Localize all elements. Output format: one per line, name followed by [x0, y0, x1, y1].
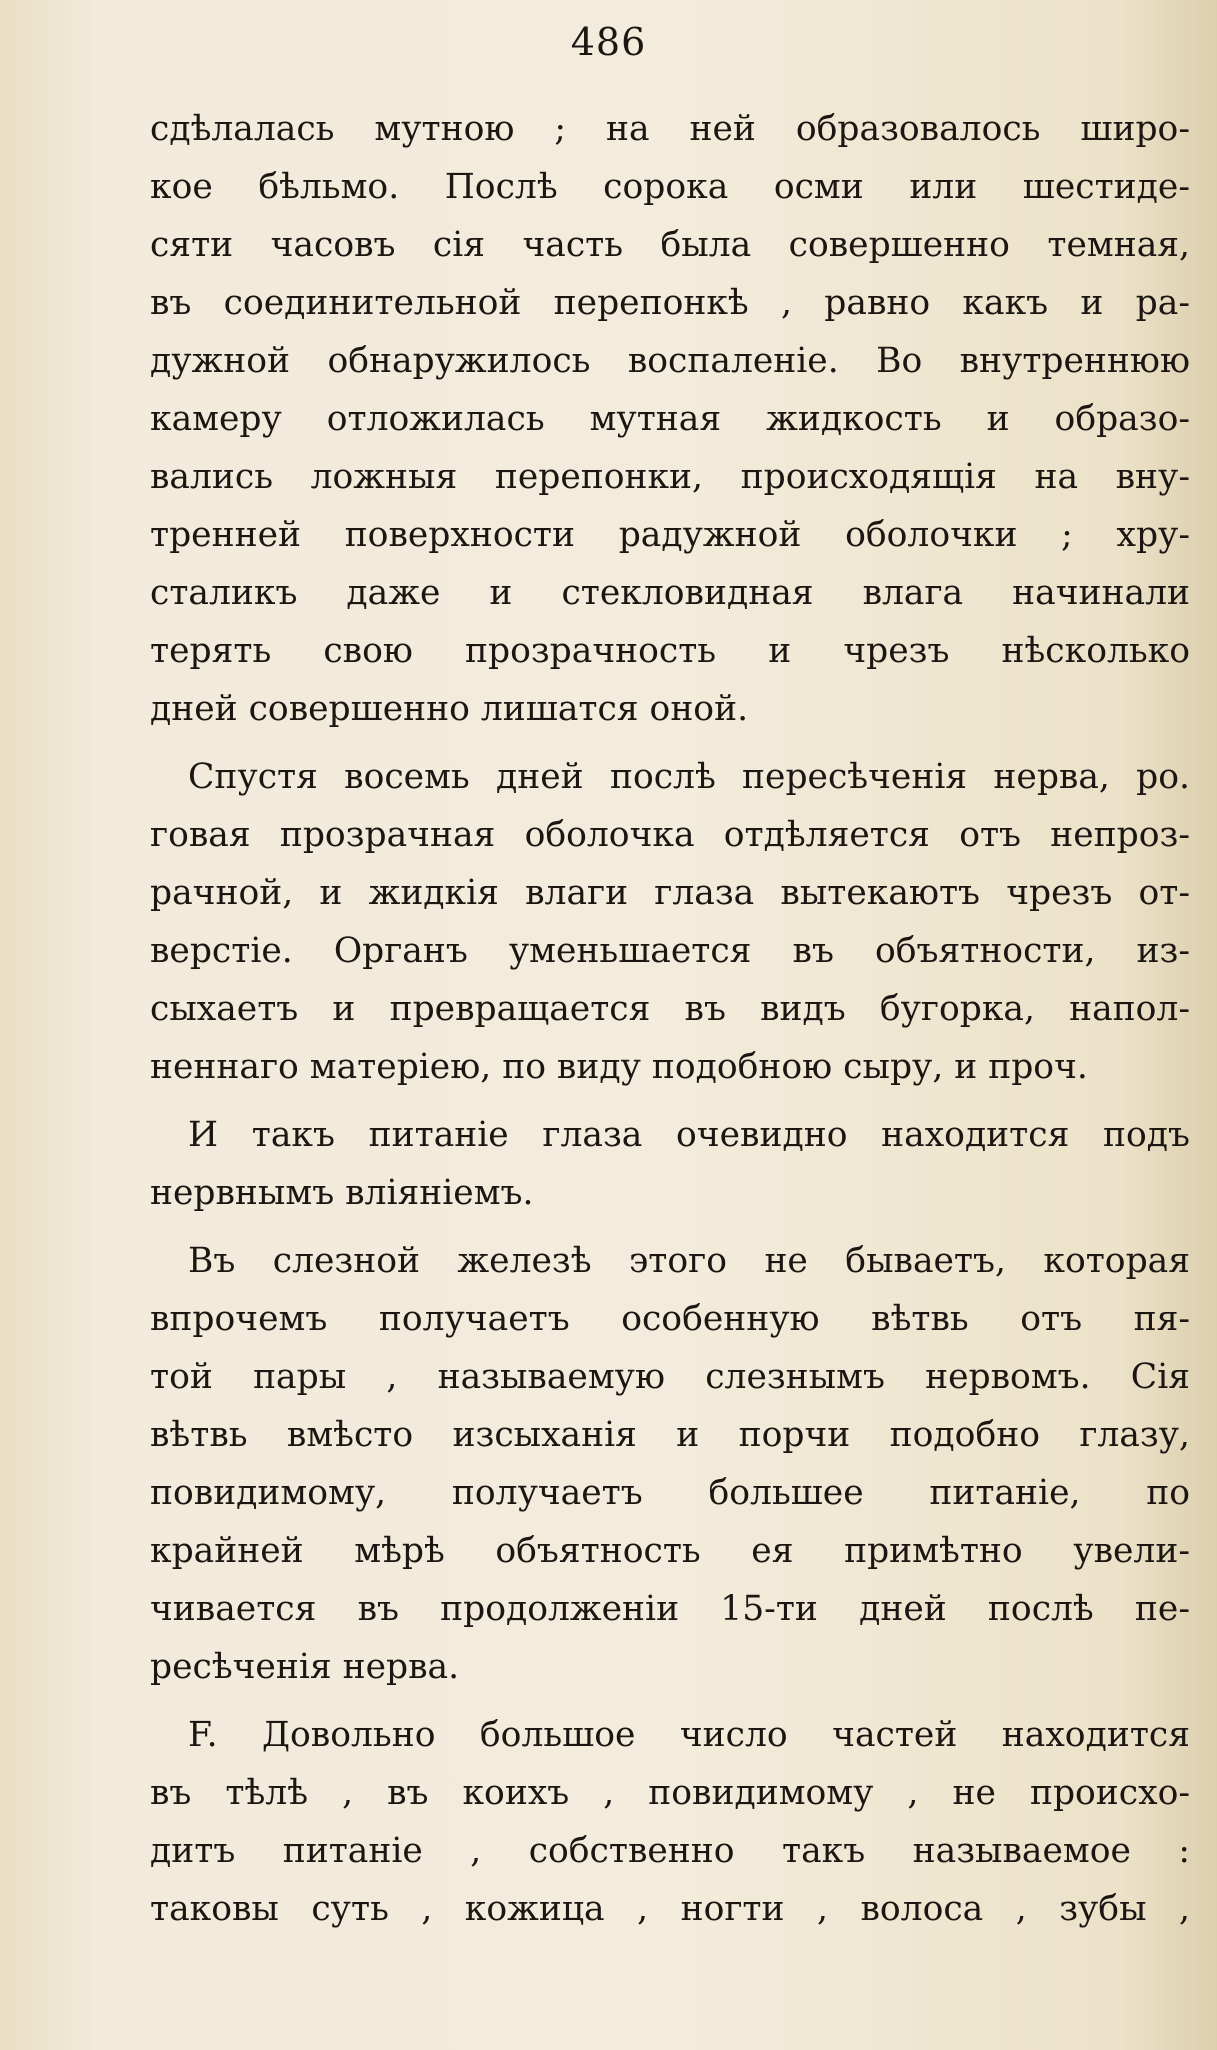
paragraph — [150, 1706, 1190, 1938]
paragraph-gap — [150, 1696, 1190, 1706]
text-line: рачной, и жидкія влаги глаза вытекаютъ чрезъ от- — [150, 873, 1190, 913]
paragraph-gap — [150, 1096, 1190, 1106]
text-line: терять свою прозрачность и чрезъ нѣсколько — [150, 631, 1190, 671]
paragraph — [150, 1232, 1190, 1696]
page-number: 486 — [570, 20, 647, 64]
text-line: той пары , называемую слезнымъ нервомъ. Сія — [150, 1357, 1190, 1397]
text-line: дужной обнаружилось воспаленіе. Во внутреннюю — [150, 341, 1190, 381]
text-line: нервнымъ вліяніемъ. — [150, 1173, 534, 1213]
text-line: вались ложныя перепонки, происходящія на вну- — [150, 457, 1190, 497]
text-line: ресѣченія нерва. — [150, 1647, 460, 1687]
text-line: говая прозрачная оболочка отдѣляется отъ непроз- — [150, 815, 1190, 855]
text-line: Въ слезной железѣ этого не бываетъ, которая — [188, 1241, 1190, 1281]
text-line: камеру отложилась мутная жидкость и образо- — [150, 399, 1190, 439]
text-line: дитъ питаніе , собственно такъ называемое : — [150, 1831, 1190, 1871]
text-line: кое бѣльмо. Послѣ сорока осми или шестиде- — [150, 167, 1190, 207]
text-line: таковы суть , кожица , ногти , волоса , зубы , — [150, 1889, 1190, 1929]
text-line: тренней поверхности радужной оболочки ; хру- — [150, 515, 1190, 555]
text-line: F. Довольно большое число частей находится — [188, 1715, 1190, 1755]
text-line: чивается въ продолженіи 15-ти дней послѣ пе- — [150, 1589, 1190, 1629]
text-line: вѣтвь вмѣсто изсыханія и порчи подобно глазу, — [150, 1415, 1190, 1455]
text-line: неннаго матеріею, по виду подобною сыру, и проч. — [150, 1047, 1088, 1087]
body-text — [150, 100, 1190, 1938]
text-line: сыхаетъ и превращается въ видъ бугорка, напол- — [150, 989, 1190, 1029]
text-line: крайней мѣрѣ объятность ея примѣтно увели- — [150, 1531, 1190, 1571]
paragraph — [150, 100, 1190, 738]
paragraph-gap — [150, 1222, 1190, 1232]
text-line: дней совершенно лишатся оной. — [150, 689, 749, 729]
text-line: въ тѣлѣ , въ коихъ , повидимому , не происхо- — [150, 1773, 1190, 1813]
paragraph — [150, 748, 1190, 1096]
text-line: впрочемъ получаетъ особенную вѣтвь отъ пя- — [150, 1299, 1190, 1339]
text-line: И такъ питаніе глаза очевидно находится подъ — [188, 1115, 1190, 1155]
text-line: повидимому, получаетъ большее питаніе, по — [150, 1473, 1190, 1513]
paragraph-gap — [150, 738, 1190, 748]
text-line: сталикъ даже и стекловидная влага начинали — [150, 573, 1190, 613]
text-line: сдѣлалась мутною ; на ней образовалось широ- — [150, 109, 1190, 149]
paragraph — [150, 1106, 1190, 1222]
text-line: верстіе. Органъ уменьшается въ объятности, из- — [150, 931, 1190, 971]
text-line: въ соединительной перепонкѣ , равно какъ и ра- — [150, 283, 1190, 323]
text-line: сяти часовъ сія часть была совершенно темная, — [150, 225, 1190, 265]
text-line: Спустя восемь дней послѣ пересѣченія нерва, ро. — [188, 757, 1190, 797]
